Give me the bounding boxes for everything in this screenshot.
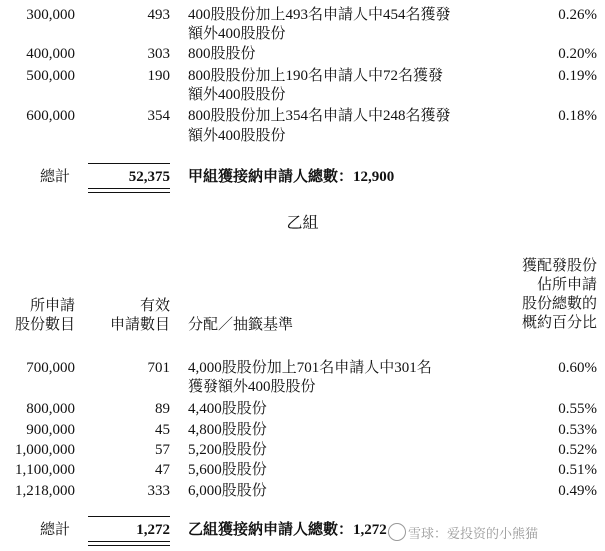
group-b-shares: 700,000 <box>26 360 75 376</box>
group-b-applicants: 45 <box>155 422 170 438</box>
group-a-shares: 300,000 <box>26 7 75 23</box>
group-a-pct: 0.20% <box>558 46 597 62</box>
group-b-shares: 900,000 <box>26 422 75 438</box>
group-a-basis: 400股股份加上493名申請人中454名獲發 <box>188 7 451 23</box>
group-a-shares: 600,000 <box>26 108 75 124</box>
group-a-pct: 0.18% <box>558 108 597 124</box>
group-b-shares: 1,000,000 <box>15 442 75 458</box>
group-b-applicants: 701 <box>147 360 170 376</box>
snowball-logo-icon <box>388 523 406 541</box>
group-a-shares: 400,000 <box>26 46 75 62</box>
group-b-summary: 乙組獲接納申請人總數：1,272 <box>188 522 387 538</box>
header-shares-applied: 所申請 股份數目 <box>14 298 75 333</box>
group-a-applicants: 190 <box>147 68 170 84</box>
total-double-rule-2 <box>88 192 170 193</box>
group-b-basis: 5,200股股份 <box>188 442 267 458</box>
group-a-shares: 500,000 <box>26 68 75 84</box>
group-a-basis: 800股股份加上354名申請人中248名獲發 <box>188 108 451 124</box>
group-a-basis-cont: 額外400股股份 <box>188 128 286 144</box>
group-b-shares: 1,100,000 <box>15 462 75 478</box>
group-a-basis: 800股股份加上190名申請人中72名獲發 <box>188 68 444 84</box>
group-b-basis: 5,600股股份 <box>188 462 267 478</box>
group-b-pct: 0.55% <box>558 401 597 417</box>
group-b-pct: 0.60% <box>558 360 597 376</box>
group-b-basis: 6,000股股份 <box>188 483 267 499</box>
header-basis: 分配／抽籤基準 <box>188 317 294 333</box>
group-a-summary: 甲組獲接納申請人總數：12,900 <box>188 169 395 185</box>
group-b-pct: 0.49% <box>558 483 597 499</box>
group-b-basis: 4,800股股份 <box>188 422 267 438</box>
header-approx-pct: 獲配發股份 佔所申請 股份總數的 概約百分比 <box>521 258 597 331</box>
group-b-basis: 4,400股股份 <box>188 401 267 417</box>
group-b-total-label: 總計 <box>40 522 71 538</box>
group-b-pct: 0.51% <box>558 462 597 478</box>
group-b-applicants: 57 <box>155 442 170 458</box>
group-b-basis: 4,000股股份加上701名申請人中301名 <box>188 360 432 376</box>
group-b-applicants: 47 <box>155 462 170 478</box>
total-top-rule <box>88 163 170 164</box>
group-b-shares: 1,218,000 <box>15 483 75 499</box>
group-a-applicants: 354 <box>147 108 170 124</box>
group-a-total-value: 52,375 <box>128 169 170 185</box>
total-top-rule <box>88 516 170 517</box>
group-b-shares: 800,000 <box>26 401 75 417</box>
group-b-title: 乙組 <box>286 215 319 232</box>
watermark: 雪球：爱投资的小熊猫 <box>408 527 539 542</box>
group-b-pct: 0.52% <box>558 442 597 458</box>
group-a-total-label: 總計 <box>40 169 71 185</box>
group-a-pct: 0.26% <box>558 7 597 23</box>
group-a-basis-cont: 額外400股股份 <box>188 26 286 42</box>
group-b-total-value: 1,272 <box>136 522 170 538</box>
group-b-applicants: 89 <box>155 401 170 417</box>
total-double-rule-1 <box>88 188 170 189</box>
group-a-applicants: 303 <box>147 46 170 62</box>
group-a-pct: 0.19% <box>558 68 597 84</box>
header-valid-applications: 有效 申請數目 <box>109 298 170 333</box>
group-a-applicants: 493 <box>147 7 170 23</box>
total-double-rule-2 <box>88 545 170 546</box>
group-b-pct: 0.53% <box>558 422 597 438</box>
group-a-basis: 800股股份 <box>188 46 256 62</box>
total-double-rule-1 <box>88 541 170 542</box>
group-b-applicants: 333 <box>147 483 170 499</box>
group-b-basis-cont: 獲發額外400股股份 <box>188 379 316 395</box>
group-a-basis-cont: 額外400股股份 <box>188 87 286 103</box>
